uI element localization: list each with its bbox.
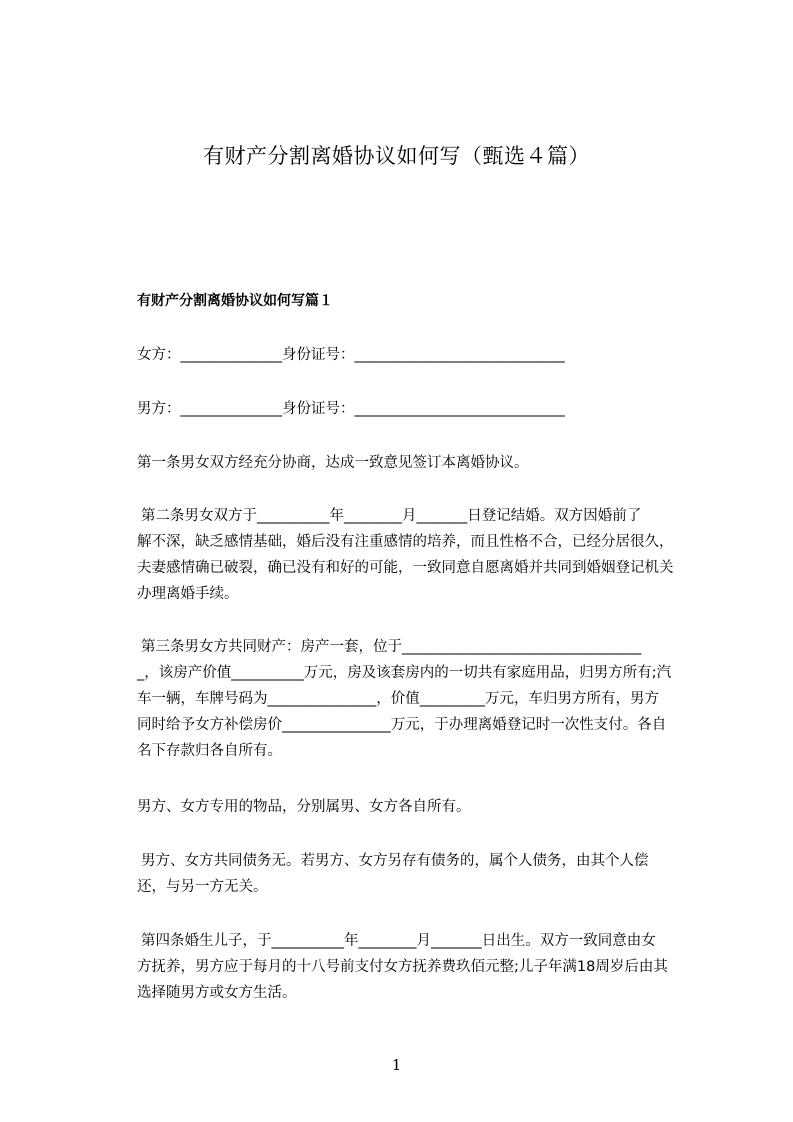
paragraph-line: 第三条男女方共同财产：房产一套，位于_________________________________ (141, 639, 642, 655)
paragraph-line: 还，与另一方无关。 (137, 879, 268, 895)
paragraph-line: 夫妻感情确已破裂，确已没有和好的可能，一致同意自愿离婚并共同到婚姻登记机关 (137, 560, 674, 576)
paragraph-line: 第二条男女双方于__________年________月_______日登记结婚。双方因婚前了 (141, 508, 642, 524)
paragraph-line: _，该房产价值__________万元，房及该套房内的一切共有家庭用品，归男方所有;汽 (137, 665, 672, 681)
paragraph-line: 选择随男方或女方生活。 (137, 985, 297, 1001)
female-party-line: 女方：______________身份证号：_____________________________ (137, 347, 565, 363)
personal-items-paragraph: 男方、女方专用的物品，分别属男、女方各自所有。 (137, 799, 471, 815)
section-heading: 有财产分割离婚协议如何写篇１ (137, 293, 333, 309)
article-1-paragraph: 第一条男女双方经充分协商，达成一致意见签订本离婚协议。 (137, 455, 529, 471)
paragraph-line: 男方、女方共同债务无。若男方、女方另存有债务的，属个人债务，由其个人偿 (141, 853, 649, 869)
paragraph-line: 解不深，缺乏感情基础，婚后没有注重感情的培养，而且性格不合，已经分居很久， (137, 534, 674, 550)
page-number: 1 (391, 1056, 402, 1074)
paragraph-line: 办理离婚手续。 (137, 586, 239, 602)
paragraph-line: 第四条婚生儿子，于__________年________月_______日出生。双方一致同意由女 (141, 933, 656, 949)
document-title: 有财产分割离婚协议如何写（甄选４篇） (203, 144, 590, 168)
paragraph-line: 名下存款归各自所有。 (137, 743, 282, 759)
male-party-line: 男方：______________身份证号：_____________________________ (137, 401, 565, 417)
paragraph-line: 方抚养，男方应于每月的十八号前支付女方抚养费玖佰元整;儿子年满18周岁后由其 (137, 959, 668, 975)
paragraph-line: 同时给予女方补偿房价_______________万元，于办理离婚登记时一次性支付。各自 (137, 717, 667, 733)
paragraph-line: 车一辆，车牌号码为_______________，价值_________万元，车归男方所有，男方 (137, 691, 659, 707)
